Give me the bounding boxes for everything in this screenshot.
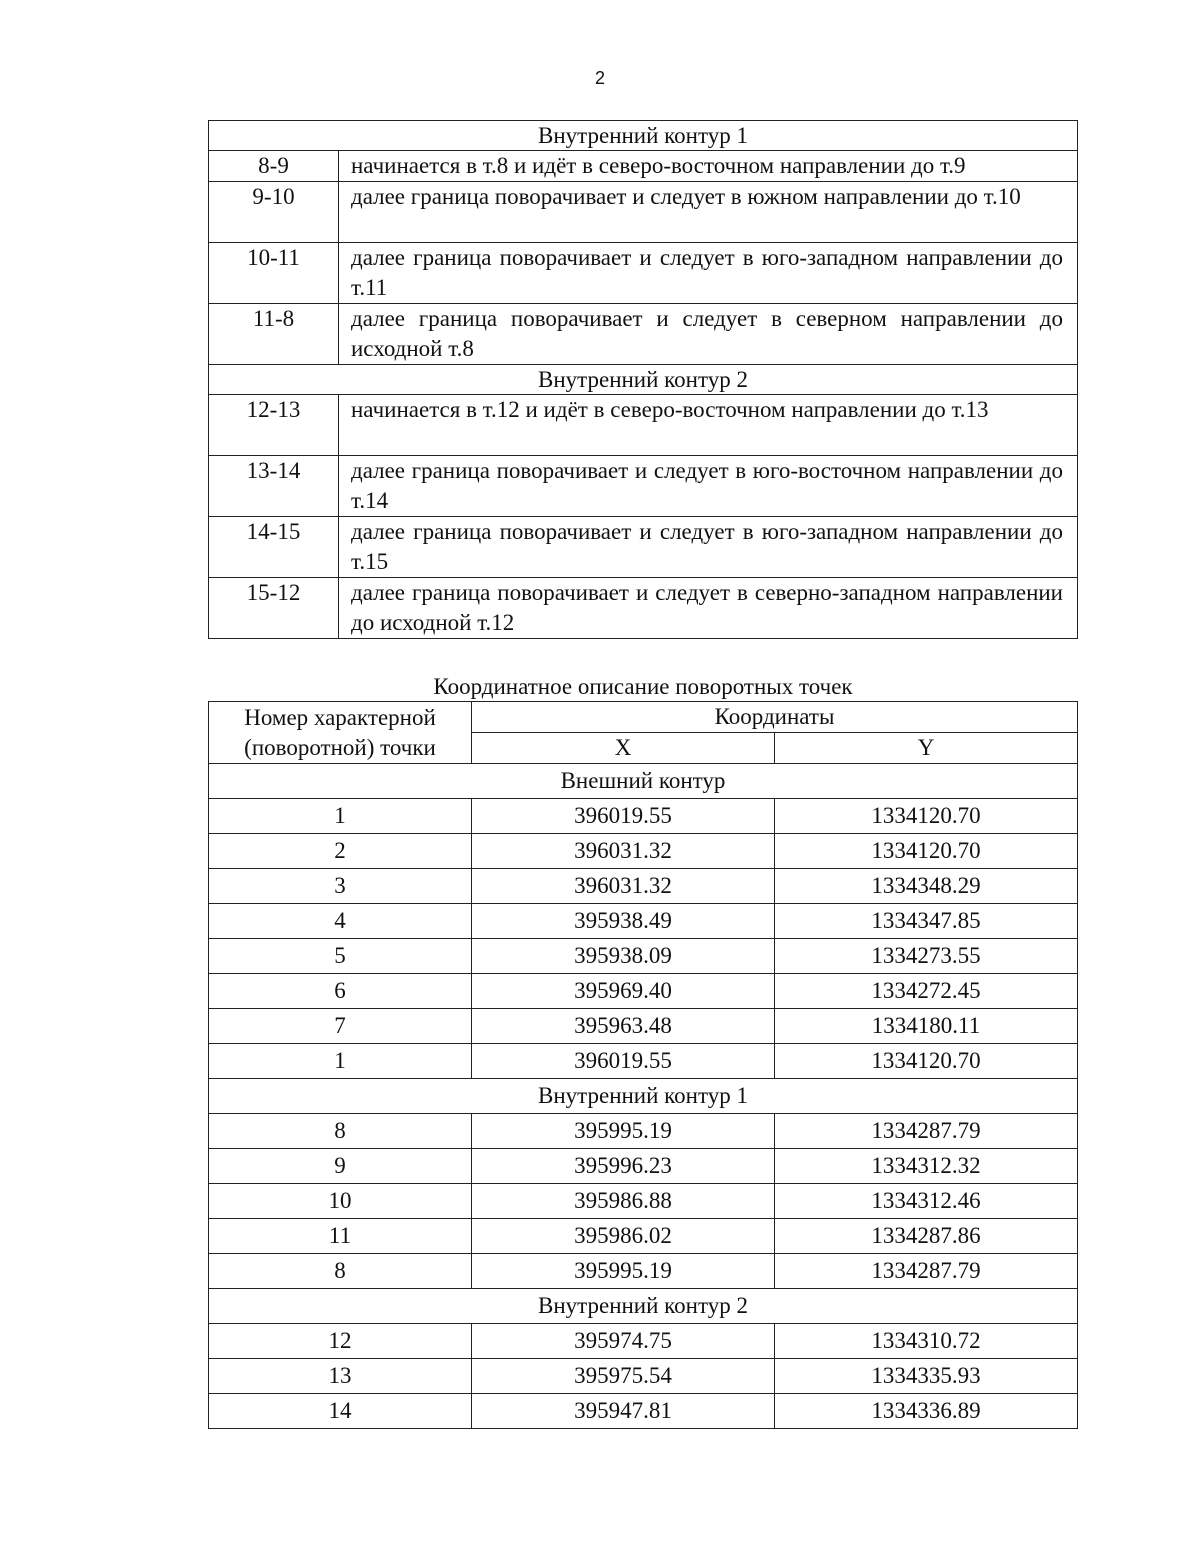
table-row xyxy=(209,1219,1078,1254)
coordinates-table xyxy=(208,701,1078,1429)
table-row xyxy=(209,939,1078,974)
point-number: 7 xyxy=(209,1009,472,1044)
table-row xyxy=(209,1044,1078,1079)
segment-description: начинается в т.12 и идёт в северо-восточном направлении до т.13 xyxy=(339,395,1078,456)
y-coordinate: 1334347.85 xyxy=(775,904,1078,939)
table-row xyxy=(209,1254,1078,1289)
x-coordinate: 395995.19 xyxy=(472,1114,775,1149)
segment-row xyxy=(209,456,1078,517)
x-coordinate: 396031.32 xyxy=(472,869,775,904)
section-row xyxy=(209,1289,1078,1324)
coordinates-header: Координаты xyxy=(472,702,1078,733)
x-coordinate: 395986.88 xyxy=(472,1184,775,1219)
y-coordinate: 1334335.93 xyxy=(775,1359,1078,1394)
section-row xyxy=(209,1079,1078,1114)
y-coordinate: 1334120.70 xyxy=(775,1044,1078,1079)
segment-description: далее граница поворачивает и следует в северном направлении до исходной т.8 xyxy=(339,304,1078,365)
segment-code: 15-12 xyxy=(209,578,339,639)
header-row xyxy=(209,702,1078,733)
segment-description: далее граница поворачивает и следует в юго-восточном направлении до т.14 xyxy=(339,456,1078,517)
table-row xyxy=(209,904,1078,939)
table-row xyxy=(209,869,1078,904)
x-coordinate: 395975.54 xyxy=(472,1359,775,1394)
segment-description: далее граница поворачивает и следует в северно-западном направлении до исходной т.12 xyxy=(339,578,1078,639)
x-coordinate: 395995.19 xyxy=(472,1254,775,1289)
point-number: 10 xyxy=(209,1184,472,1219)
y-coordinate: 1334120.70 xyxy=(775,799,1078,834)
boundary-description-table xyxy=(208,120,1078,639)
segment-row xyxy=(209,151,1078,182)
segment-code: 13-14 xyxy=(209,456,339,517)
point-number: 11 xyxy=(209,1219,472,1254)
segment-description: начинается в т.8 и идёт в северо-восточном направлении до т.9 xyxy=(339,151,1078,182)
x-coordinate: 396031.32 xyxy=(472,834,775,869)
coordinates-caption: Координатное описание поворотных точек xyxy=(433,674,853,699)
x-coordinate: 396019.55 xyxy=(472,1044,775,1079)
point-number: 12 xyxy=(209,1324,472,1359)
section-row xyxy=(209,121,1078,151)
point-number: 13 xyxy=(209,1359,472,1394)
point-number: 8 xyxy=(209,1254,472,1289)
point-number: 1 xyxy=(209,1044,472,1079)
point-number: 5 xyxy=(209,939,472,974)
y-coordinate: 1334120.70 xyxy=(775,834,1078,869)
table-row xyxy=(209,1394,1078,1429)
y-coordinate: 1334310.72 xyxy=(775,1324,1078,1359)
x-header: X xyxy=(472,733,775,764)
coordinates-body xyxy=(209,764,1078,1429)
point-number: 1 xyxy=(209,799,472,834)
y-coordinate: 1334336.89 xyxy=(775,1394,1078,1429)
section-title: Внешний контур xyxy=(209,764,1078,799)
section-title: Внутренний контур 1 xyxy=(209,121,1078,151)
point-number: 2 xyxy=(209,834,472,869)
y-header: Y xyxy=(775,733,1078,764)
segment-code: 14-15 xyxy=(209,517,339,578)
point-number: 9 xyxy=(209,1149,472,1184)
y-coordinate: 1334180.11 xyxy=(775,1009,1078,1044)
x-coordinate: 396019.55 xyxy=(472,799,775,834)
section-title: Внутренний контур 1 xyxy=(209,1079,1078,1114)
y-coordinate: 1334272.45 xyxy=(775,974,1078,1009)
table-row xyxy=(209,974,1078,1009)
segment-code: 9-10 xyxy=(209,182,339,243)
segment-row xyxy=(209,578,1078,639)
table-row xyxy=(209,834,1078,869)
table-row xyxy=(209,799,1078,834)
section-title: Внутренний контур 2 xyxy=(209,1289,1078,1324)
segment-description: далее граница поворачивает и следует в юго-западном направлении до т.11 xyxy=(339,243,1078,304)
x-coordinate: 395963.48 xyxy=(472,1009,775,1044)
section-row xyxy=(209,365,1078,395)
x-coordinate: 395947.81 xyxy=(472,1394,775,1429)
point-number: 8 xyxy=(209,1114,472,1149)
point-number: 6 xyxy=(209,974,472,1009)
table-row xyxy=(209,1114,1078,1149)
point-number-header: Номер характерной (поворотной) точки xyxy=(209,702,472,764)
segment-row xyxy=(209,517,1078,578)
y-coordinate: 1334287.86 xyxy=(775,1219,1078,1254)
y-coordinate: 1334348.29 xyxy=(775,869,1078,904)
y-coordinate: 1334287.79 xyxy=(775,1254,1078,1289)
segment-row xyxy=(209,182,1078,243)
point-number: 14 xyxy=(209,1394,472,1429)
x-coordinate: 395938.09 xyxy=(472,939,775,974)
y-coordinate: 1334287.79 xyxy=(775,1114,1078,1149)
segment-code: 8-9 xyxy=(209,151,339,182)
table-row xyxy=(209,1324,1078,1359)
table-row xyxy=(209,1359,1078,1394)
y-coordinate: 1334273.55 xyxy=(775,939,1078,974)
point-number: 4 xyxy=(209,904,472,939)
y-coordinate: 1334312.46 xyxy=(775,1184,1078,1219)
x-coordinate: 395996.23 xyxy=(472,1149,775,1184)
y-coordinate: 1334312.32 xyxy=(775,1149,1078,1184)
segment-description: далее граница поворачивает и следует в юго-западном направлении до т.15 xyxy=(339,517,1078,578)
segment-code: 11-8 xyxy=(209,304,339,365)
section-row xyxy=(209,764,1078,799)
segment-row xyxy=(209,395,1078,456)
page-number: 2 xyxy=(594,68,605,88)
segment-code: 12-13 xyxy=(209,395,339,456)
x-coordinate: 395986.02 xyxy=(472,1219,775,1254)
x-coordinate: 395969.40 xyxy=(472,974,775,1009)
table-row xyxy=(209,1149,1078,1184)
point-number: 3 xyxy=(209,869,472,904)
section-title: Внутренний контур 2 xyxy=(209,365,1078,395)
segment-row xyxy=(209,304,1078,365)
table-row xyxy=(209,1009,1078,1044)
table-row xyxy=(209,1184,1078,1219)
x-coordinate: 395938.49 xyxy=(472,904,775,939)
segment-description: далее граница поворачивает и следует в южном направлении до т.10 xyxy=(339,182,1078,243)
segment-code: 10-11 xyxy=(209,243,339,304)
x-coordinate: 395974.75 xyxy=(472,1324,775,1359)
segment-row xyxy=(209,243,1078,304)
